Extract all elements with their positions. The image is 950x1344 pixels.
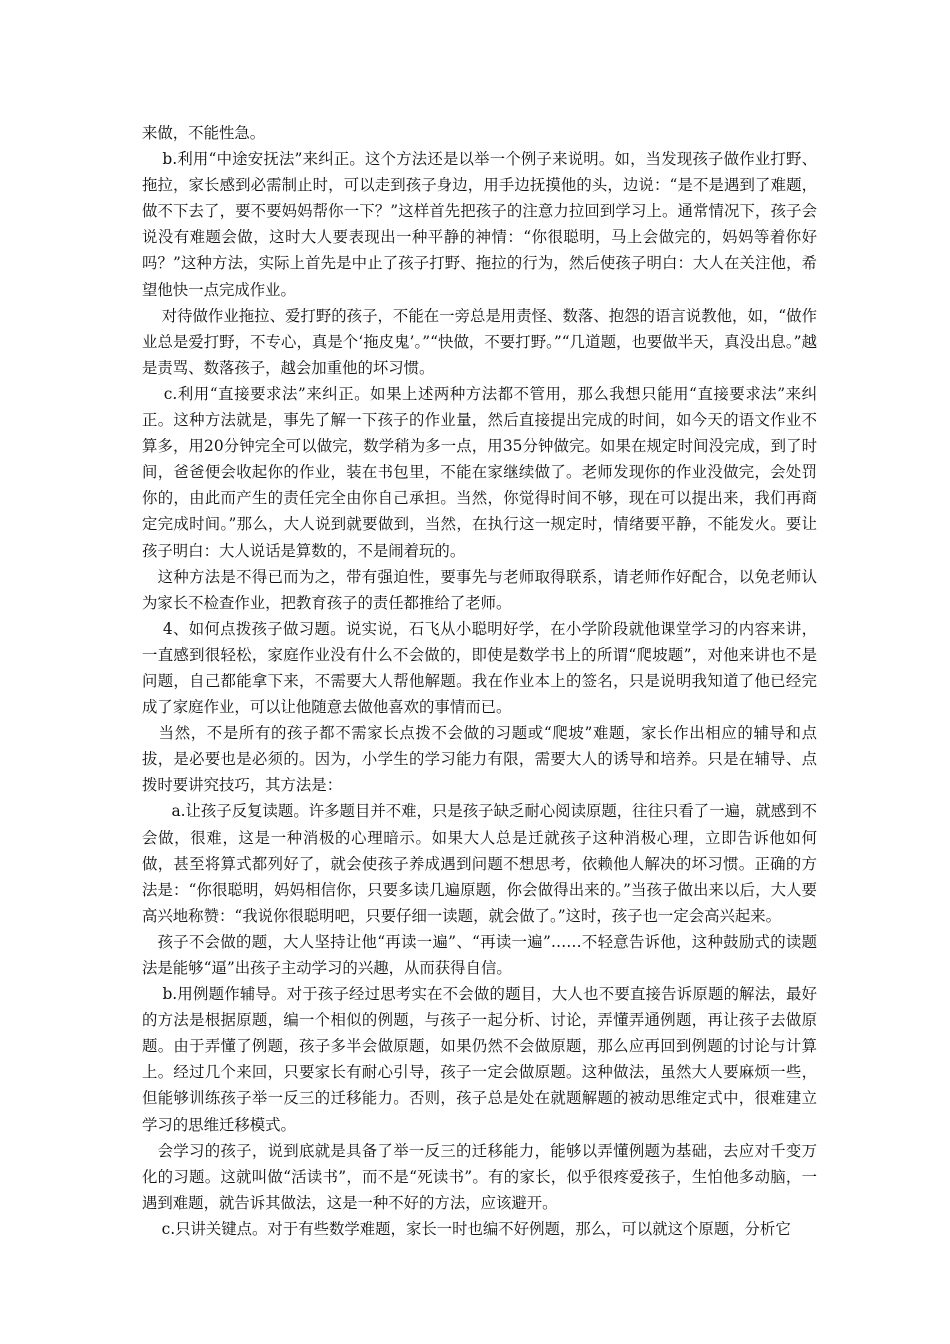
paragraph: a.让孩子反复读题。许多题目并不难，只是孩子缺乏耐心阅读原题，往往只看了一遍，就感到不会做，很难，这是一种消极的心理暗示。如果大人总是迁就孩子这种消极心理，立即告诉他如何做，甚至将算式都列好了，就会使孩子养成遇到问题不想思考，依赖他人解决的坏习惯。正确的方法是：“你很聪明，妈妈相信你，只要多读几遍原题，你会做得出来的。”当孩子做出来以后，大人要高兴地称赞：“我说你很聪明吧，只要仔细一读题，就会做了。”这时，孩子也一定会高兴起来。: [142, 802, 817, 925]
paragraph: 会学习的孩子，说到底就是具备了举一反三的迁移能力，能够以弄懂例题为基础，去应对千变万化的习题。这就叫做“活读书”，而不是“死读书”。有的家长，似乎很疼爱孩子，生怕他多动脑，一遇到难题，就告诉其做法，这是一种不好的方法，应该避开。: [142, 1141, 817, 1212]
paragraph: 这种方法是不得已而为之，带有强迫性，要事先与老师取得联系，请老师作好配合，以免老师认为家长不检查作业，把教育孩子的责任都推给了老师。: [142, 567, 817, 612]
paragraph: c.只讲关键点。对于有些数学难题，家长一时也编不好例题，那么，可以就这个原题，分析它: [142, 1219, 791, 1238]
paragraph: c.利用“直接要求法”来纠正。如果上述两种方法都不管用，那么我想只能用“直接要求法”来纠正。这种方法就是，事先了解一下孩子的作业量，然后直接提出完成的时间，如今天的语文作业不算多，用20分钟完全可以做完，数学稍为多一点，用35分钟做完。如果在规定时间没完成，到了时间，爸爸便会收起你的作业，装在书包里，不能在家继续做了。老师发现你的作业没做完，会处罚你的，由此而产生的责任完全由你自己承担。当然，你觉得时间不够，现在可以提出来，我们再商定完成时间。”那么，大人说到就要做到，当然，在执行这一规定时，情绪要平静，不能发火。要让孩子明白：大人说话是算数的，不是闹着玩的。: [142, 384, 817, 560]
paragraph: 对待做作业拖拉、爱打野的孩子，不能在一旁总是用责怪、数落、抱怨的语言说教他，如，“做作业总是爱打野，不专心，真是个‘拖皮鬼’。”“快做，不要打野。”“几道题，也要做半天，真没出息。”越是责骂、数落孩子，越会加重他的坏习惯。: [142, 306, 817, 377]
document-body: [142, 120, 817, 1242]
paragraph: 孩子不会做的题，大人坚持让他“再读一遍”、“再读一遍”……不轻意告诉他，这种鼓励式的读题法是能够“逼”出孩子主动学习的兴趣，从而获得自信。: [142, 932, 817, 977]
paragraph: b.用例题作辅导。对于孩子经过思考实在不会做的题目，大人也不要直接告诉原题的解法，最好的方法是根据原题，编一个相似的例题，与孩子一起分析、讨论，弄懂弄通例题，再让孩子去做原题。由于弄懂了例题，孩子多半会做原题，如果仍然不会做原题，那么应再回到例题的讨论与计算上。经过几个来回，只要家长有耐心引导，孩子一定会做原题。这种做法，虽然大人要麻烦一些，但能够训练孩子举一反三的迁移能力。否则，孩子总是处在就题解题的被动思维定式中，很难建立学习的思维迁移模式。: [142, 985, 817, 1134]
paragraph: 来做，不能性急。: [142, 124, 266, 142]
paragraph: b.利用“中途安抚法”来纠正。这个方法还是以举一个例子来说明。如，当发现孩子做作业打野、拖拉，家长感到必需制止时，可以走到孩子身边，用手边抚摸他的头，边说：“是不是遇到了难题，做不下去了，要不要妈妈帮你一下？”这样首先把孩子的注意力拉回到学习上。通常情况下，孩子会说没有难题会做，这时大人要表现出一种平静的神情：“你很聪明，马上会做完的，妈妈等着你好吗？”这种方法，实际上首先是中止了孩子打野、拖拉的行为，然后使孩子明白：大人在关注他，希望他快一点完成作业。: [142, 150, 817, 299]
paragraph: 4、如何点拨孩子做习题。说实说，石飞从小聪明好学，在小学阶段就他课堂学习的内容来讲，一直感到很轻松，家庭作业没有什么不会做的，即使是数学书上的所谓“爬坡题”，对他来讲也不是问题，自己都能拿下来，不需要大人帮他解题。我在作业本上的签名，只是说明我知道了他已经完成了家庭作业，可以让他随意去做他喜欢的事情而已。: [142, 619, 817, 717]
paragraph: 当然，不是所有的孩子都不需家长点拨不会做的习题或“爬坡”难题，家长作出相应的辅导和点拔，是必要也是必须的。因为，小学生的学习能力有限，需要大人的诱导和培养。只是在辅导、点拨时要讲究技巧，其方法是：: [142, 724, 817, 795]
